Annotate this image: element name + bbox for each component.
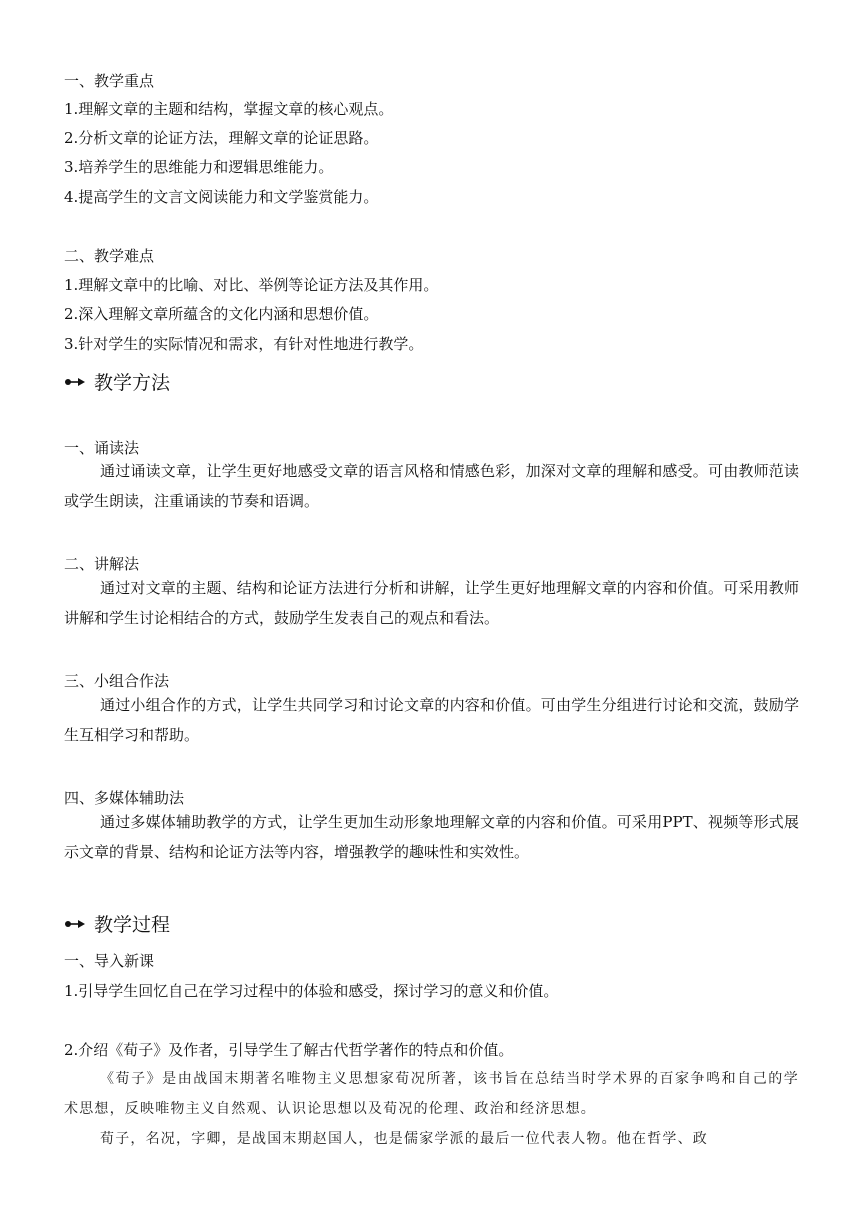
process-step: 2.介绍《荀子》及作者，引导学生了解古代哲学著作的特点和价值。 (64, 1041, 514, 1059)
process-step: 1.引导学生回忆自己在学习过程中的体验和感受，探讨学习的意义和价值。 (64, 982, 559, 1000)
method-title: 二、讲解法 (64, 555, 140, 573)
process-heading (64, 912, 170, 939)
method-description: 通过对文章的主题、结构和论证方法进行分析和讲解，让学生更好地理解文章的内容和价值。可采用教师讲解和学生讨论相结合的方式，鼓励学生发表自己的观点和看法。 (64, 579, 799, 627)
key-point-item: 3.培养学生的思维能力和逻辑思维能力。 (64, 158, 334, 176)
difficulty-item: 1.理解文章中的比喻、对比、举例等论证方法及其作用。 (64, 276, 439, 294)
method-description: 通过小组合作的方式，让学生共同学习和讨论文章的内容和价值。可由学生分组进行讨论和交流，鼓励学生互相学习和帮助。 (64, 696, 799, 744)
key-points-title: 一、教学重点 (64, 72, 155, 90)
key-point-item: 2.分析文章的论证方法，理解文章的论证思路。 (64, 129, 379, 147)
double-arrow-bullet-icon (64, 371, 94, 397)
difficulties-title: 二、教学难点 (64, 247, 155, 265)
method-description: 通过多媒体辅助教学的方式，让学生更加生动形象地理解文章的内容和价值。可采用PPT、视频等形式展示文章的背景、结构和论证方法等内容，增强教学的趣味性和实效性。 (64, 813, 799, 861)
methods-heading-text: 教学方法 (94, 372, 171, 394)
process-heading-text: 教学过程 (94, 914, 171, 936)
xunzi-book-paragraph: 《荀子》是由战国末期著名唯物主义思想家荀况所著，该书旨在总结当时学术界的百家争鸣和自己的学术思想，反映唯物主义自然观、认识论思想以及荀况的伦理、政治和经济思想。 (64, 1071, 799, 1117)
methods-heading (64, 370, 170, 397)
method-title: 四、多媒体辅助法 (64, 789, 185, 807)
method-title: 一、诵读法 (64, 439, 140, 457)
difficulty-item: 3.针对学生的实际情况和需求，有针对性地进行教学。 (64, 335, 424, 353)
method-title: 三、小组合作法 (64, 672, 170, 690)
xunzi-author-paragraph: 荀子，名况，字卿，是战国末期赵国人，也是儒家学派的最后一位代表人物。他在哲学、政 (100, 1131, 708, 1147)
key-point-item: 1.理解文章的主题和结构，掌握文章的核心观点。 (64, 100, 394, 118)
double-arrow-bullet-icon (64, 913, 94, 939)
difficulty-item: 2.深入理解文章所蕴含的文化内涵和思想价值。 (64, 305, 379, 323)
process-intro-title: 一、导入新课 (64, 952, 155, 970)
method-description: 通过诵读文章，让学生更好地感受文章的语言风格和情感色彩，加深对文章的理解和感受。可由教师范读或学生朗读，注重诵读的节奏和语调。 (64, 462, 799, 510)
key-point-item: 4.提高学生的文言文阅读能力和文学鉴赏能力。 (64, 188, 379, 206)
